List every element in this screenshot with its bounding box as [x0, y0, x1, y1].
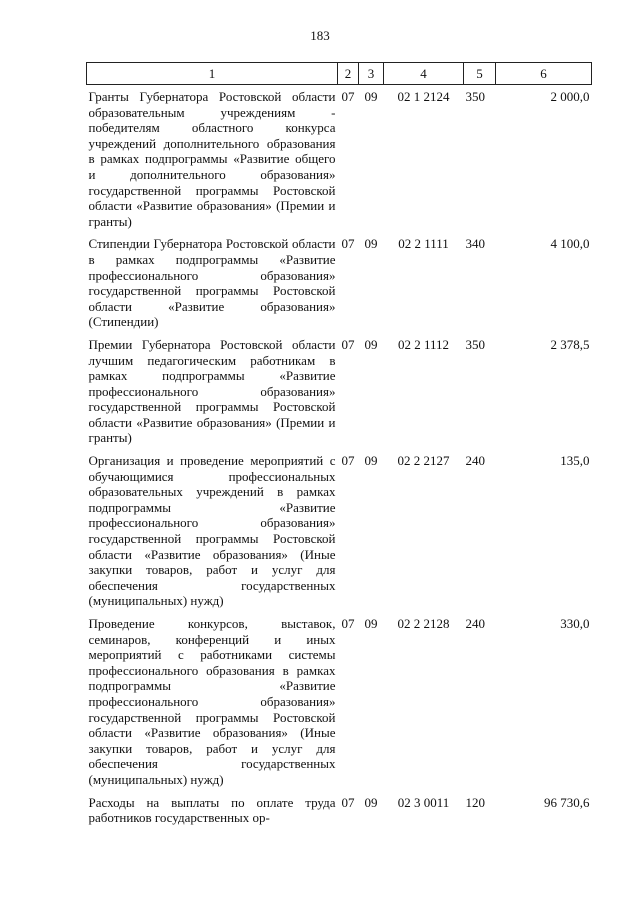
row-subsection: 09	[364, 453, 378, 469]
budget-table	[86, 62, 592, 833]
header-col-2: 2	[338, 63, 359, 85]
row-target-code: 02 3 0011	[397, 794, 450, 810]
row-section: 07	[341, 336, 355, 352]
table-row	[87, 616, 592, 795]
row-expense-type: 240	[465, 616, 485, 631]
row-description: Гранты Губернатора Ростовской области образовательным учреждениям - победителям областного конкурса учреждений дополнительного образования в рамках подпрограммы «Развитие общего и дополнительного образования» государственной программы Ростовской области «Развитие образования» (Премии и гранты)	[88, 89, 336, 229]
row-target-code: 02 2 2128	[397, 616, 450, 631]
row-target-code: 02 2 1111	[398, 236, 449, 252]
row-amount: 2 000,0	[550, 89, 590, 104]
table-row	[87, 337, 592, 453]
row-section: 07	[341, 616, 355, 631]
row-expense-type: 350	[465, 336, 485, 352]
row-amount: 330,0	[560, 616, 590, 631]
row-description: Проведение конкурсов, выставок, семинаров, конференций и иных мероприятий с работниками системы профессионального образования в рамках подпрограммы «Развитие профессионального образования» государственной программы Ростовской области «Развитие образования» (Иные закупки товаров, работ и услуг для обеспечения государственных (муниципальных) нужд)	[88, 616, 336, 787]
row-description: Расходы на выплаты по оплате труда работников государственных ор-	[88, 794, 336, 826]
table-row	[87, 453, 592, 616]
header-col-1: 1	[87, 63, 338, 85]
header-col-5: 5	[464, 63, 496, 85]
row-target-code: 02 2 1112	[397, 336, 450, 352]
row-description: Организация и проведение мероприятий с обучающимися профессиональных образовательных учреждений в рамках подпрограммы «Развитие профессионального образования» государственной программы Ростовской области «Развитие образования» (Иные закупки товаров, работ и услуг для обеспечения государственных (муниципальных) нужд)	[88, 453, 336, 609]
header-col-6: 6	[496, 63, 592, 85]
row-subsection: 09	[364, 89, 378, 104]
table-header-row	[87, 63, 592, 85]
row-expense-type: 340	[465, 236, 485, 252]
table-row	[87, 236, 592, 337]
row-amount: 96 730,6	[544, 794, 590, 810]
header-col-3: 3	[359, 63, 384, 85]
row-subsection: 09	[364, 794, 378, 810]
row-amount: 4 100,0	[550, 236, 590, 252]
row-section: 07	[341, 89, 355, 104]
row-subsection: 09	[364, 616, 378, 631]
row-amount: 135,0	[560, 453, 590, 469]
row-description: Стипендии Губернатора Ростовской области в рамках подпрограммы «Развитие профессионального образования» государственной программы Ростовской области «Развитие образования» (Стипендии)	[88, 236, 336, 330]
row-subsection: 09	[364, 236, 378, 252]
row-subsection: 09	[364, 336, 378, 352]
header-col-4: 4	[384, 63, 464, 85]
page-number: 183	[310, 28, 330, 43]
row-expense-type: 240	[465, 453, 485, 469]
row-target-code: 02 2 2127	[397, 453, 450, 469]
row-description: Премии Губернатора Ростовской области лучшим педагогическим работникам в рамках подпрограммы «Развитие профессионального образования» государственной программы Ростовской области «Развитие образования» (Премии и гранты)	[88, 336, 336, 446]
table-row	[87, 89, 592, 236]
row-expense-type: 350	[465, 89, 485, 104]
row-amount: 2 378,5	[550, 336, 590, 352]
row-section: 07	[341, 236, 355, 252]
row-target-code: 02 1 2124	[397, 89, 450, 104]
row-expense-type: 120	[465, 794, 485, 810]
row-section: 07	[341, 794, 355, 810]
table-row	[87, 795, 592, 833]
row-section: 07	[341, 453, 355, 469]
